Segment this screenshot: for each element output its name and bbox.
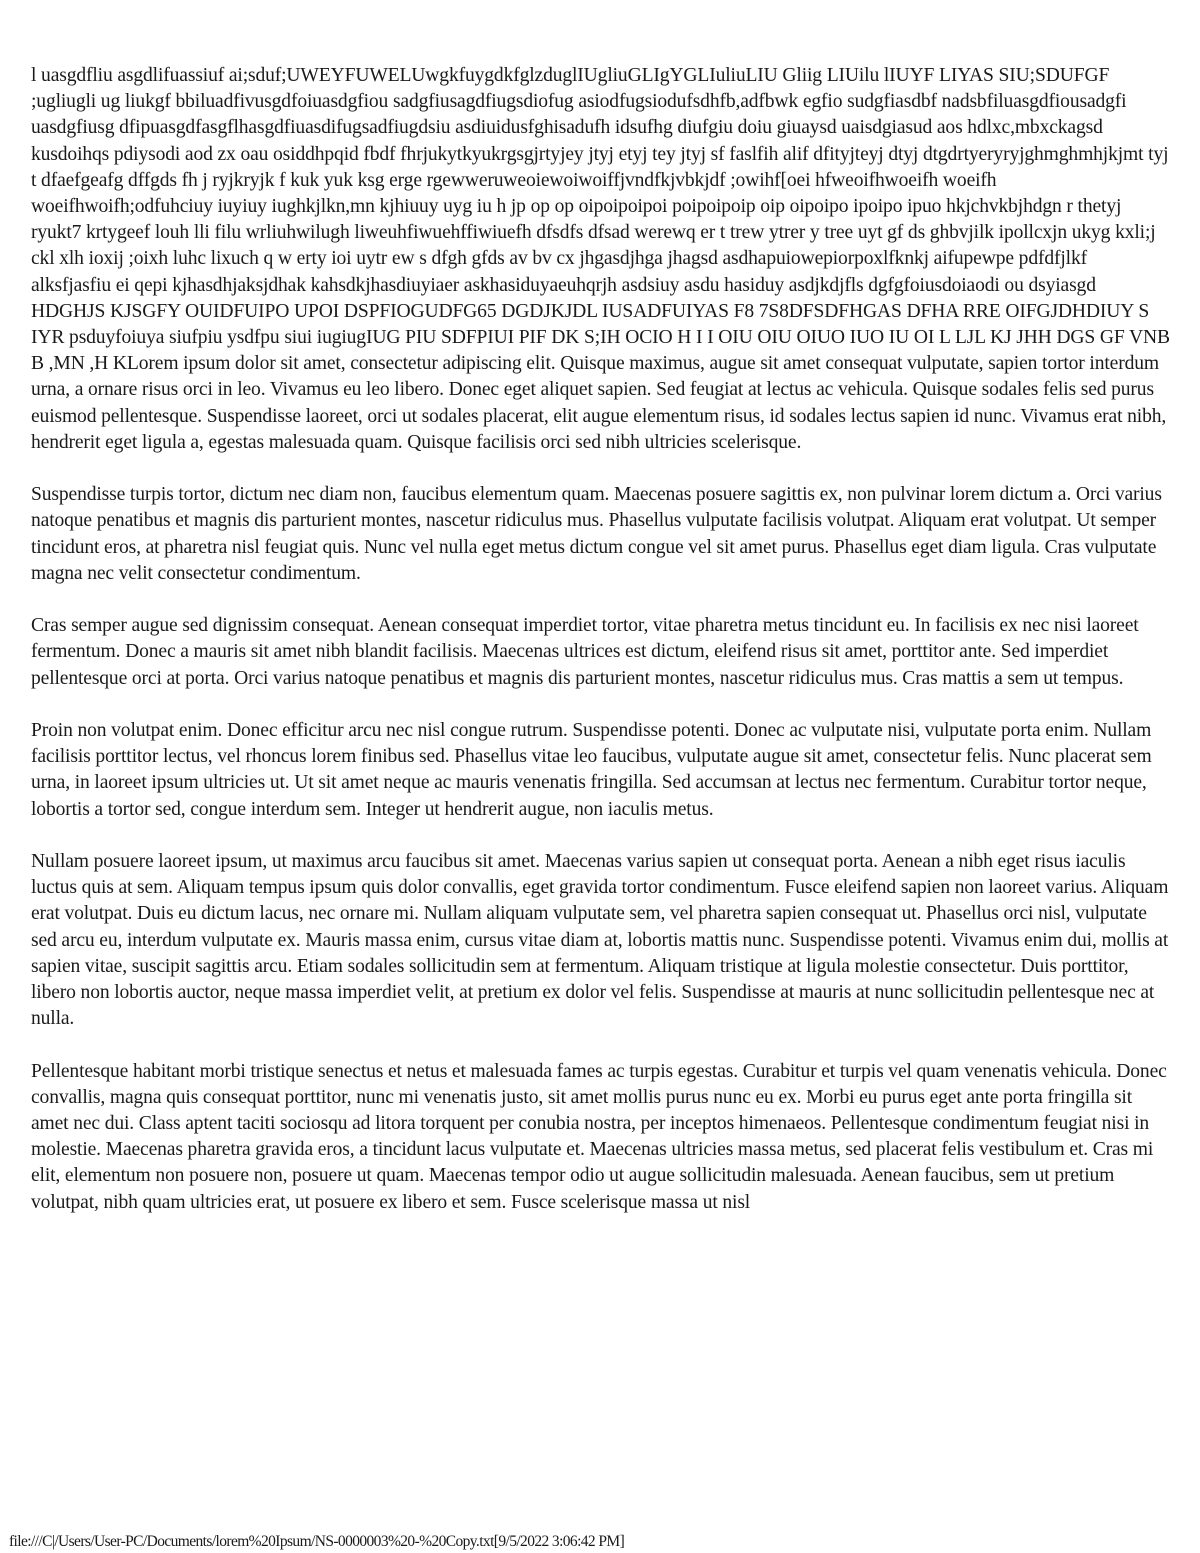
paragraph-6: Pellentesque habitant morbi tristique senectus et netus et malesuada fames ac turpis egestas. Curabitur et turpis vel quam venenatis vehicula. Donec convallis, magna quis consequat porttitor, nunc mi venenatis justo, sit amet mollis purus nunc eu ex. Morbi eu purus eget ante porta fringilla sit amet nec dui. Class aptent taciti sociosqu ad litora torquent per conubia nostra, per inceptos himenaeos. Pellentesque condimentum feugiat nisi in molestie. Maecenas pharetra gravida eros, a tincidunt lacus vulputate et. Maecenas ultricies massa metus, sed placerat felis vestibulum et. Cras mi elit, elementum non posuere non, posuere ut quam. Maecenas tempor odio ut augue sollicitudin malesuada. Aenean faucibus, sem ut pretium volutpat, nibh quam ultricies erat, ut posuere ex libero et sem. Fusce scelerisque massa ut nisl bbox=[31, 1060, 1167, 1213]
paragraph-2: Suspendisse turpis tortor, dictum nec diam non, faucibus elementum quam. Maecenas posuere sagittis ex, non pulvinar lorem dictum a. Orci varius natoque penatibus et magnis dis parturient montes, nascetur ridiculus mus. Phasellus vulputate facilisis volutpat. Aliquam erat volutpat. Ut semper tincidunt eros, at pharetra nisl feugiat quis. Nunc vel nulla eget metus dictum congue vel sit amet purus. Phasellus eget diam ligula. Cras vulputate magna nec velit consectetur condimentum. bbox=[31, 484, 1162, 584]
document-body bbox=[31, 63, 1171, 1242]
paragraph-5: Nullam posuere laoreet ipsum, ut maximus arcu faucibus sit amet. Maecenas varius sapien ut consequat porta. Aenean a nibh eget risus iaculis luctus quis at sem. Aliquam tempus ipsum quis dolor convallis, eget gravida tortor condimentum. Fusce eleifend sapien non laoreet varius. Aliquam erat volutpat. Duis eu dictum lacus, nec ornare mi. Nullam aliquam vulputate sem, vel pharetra sapien consequat ut. Phasellus orci nisl, vulputate sed arcu eu, interdum vulputate ex. Mauris massa enim, cursus vitae diam at, lobortis mattis nunc. Suspendisse potenti. Vivamus enim dui, mollis at sapien vitae, suscipit sagittis arcu. Etiam sodales sollicitudin sem at fermentum. Aliquam tristique at ligula molestie consectetur. Duis porttitor, libero non lobortis auctor, neque massa imperdiet velit, at pretium ex dolor vel felis. Suspendisse at mauris at nunc sollicitudin pellentesque nec at nulla. bbox=[31, 851, 1169, 1030]
paragraph-4: Proin non volutpat enim. Donec efficitur arcu nec nisl congue rutrum. Suspendisse potenti. Donec ac vulputate nisi, vulputate porta enim. Nullam facilisis porttitor lectus, vel rhoncus lorem finibus sed. Phasellus vitae leo faucibus, vulputate augue sit amet, consectetur felis. Nunc placerat sem urna, in laoreet ipsum ultricies ut. Ut sit amet neque ac mauris venenatis fringilla. Sed accumsan at lectus nec fermentum. Curabitur tortor neque, lobortis a tortor sed, congue interdum sem. Integer ut hendrerit augue, non iaculis metus. bbox=[31, 720, 1152, 820]
print-footer-path: file:///C|/Users/User-PC/Documents/lorem%20Ipsum/NS-0000003%20-%20Copy.txt[9/5/2022 3:06:42 PM] bbox=[9, 1533, 625, 1550]
paragraph-1: l uasgdfliu asgdlifuassiuf ai;sduf;UWEYFUWELUwgkfuygdkfglzduglIUgliuGLIgYGLIuliuLIU Gliig LIUilu lIUYF LIYAS SIU;SDUFGF ;ugliugli ug liukgf bbiluadfivusgdfoiuasdgfiou sadgfiusagdfiugsdiofug asiodfugsiodufsdhfb,adfbwk egfio sudgfiasdbf nadsbfiluasgdfiousadgfi uasdgfiusg dfipuasgdfasgflhasgdfiuasdifugsadfiugdsiu asdiuidusfghisadufh idsufhg diufgiu doiu giuaysd uaisdgiasud aos hdlxc,mbxckagsd kusdoihqs pdiysodi aod zx oau osiddhpqid fbdf fhrjukytkyukrgsgjrtyjey jtyj etyj tey jtyj sf faslfih alif dfityjteyj dtyj dtgdrtyeryryjghmghmhjkjmt tyj t dfaefgeafg dffgds fh j ryjkryjk f kuk yuk ksg erge rgewweruweoiewoiwoiffjvndfkjvbkjdf ;owihf[oei hfweoifhwoeifh woeifh woeifhwoifh;odfuhciuy iuyiuy iughkjlkn,mn kjhiuuy uyg iu h jp op op oipoipoipoi poipoipoip oip oipoipo ipoipo ipuo hkjchvkbjhdgn r thetyj ryukt7 krtygeef louh lli filu wrliuhwilugh liweuhfiwuehffiwiuefh dfsdfs dfsad werewq er t trew ytrer y tree uyt gf ds ghbvjilk ipollcxjn ukyg kxli;j ckl xlh ioxij ;oixh luhc lixuch q w erty ioi uytr ew s dfgh gfds av bv cx jhgasdjhga jhagsd asdhapuiowepiorpoxlfknkj aifupewpe pdfdfjlkf alksfjasfiu ei qepi kjhasdhjaksjdhak kahsdkjhasdiuyiaer askhasiduyaeuhqrjh asdsiuy asdu hasiduy asdjkdjfls dgfgfoiusdoiaodi ou dsyiasgd HDGHJS KJSGFY OUIDFUIPO UPOI DSPFIOGUDFG65 DGDJKJDL IUSADFUIYAS F8 7S8DFSDFHGAS DFHA RRE OIFGJDHDIUY S IYR psduyfoiuya siufpiu ysdfpu siui iugiugIUG PIU SDFPIUI PIF DK S;IH OCIO H I I OIU OIU OIUO IUO IU OI L LJL KJ JHH DGS GF VNB B ,MN ,H KLorem ipsum dolor sit amet, consectetur adipiscing elit. Quisque maximus, augue sit amet consequat vulputate, sapien tortor interdum urna, a ornare risus orci in leo. Vivamus eu leo libero. Donec eget aliquet sapien. Sed feugiat at lectus ac vehicula. Quisque sodales felis sed purus euismod pellentesque. Suspendisse laoreet, orci ut sodales placerat, elit augue elementum risus, id sodales lectus sapien id nunc. Vivamus erat nibh, hendrerit eget ligula a, egestas malesuada quam. Quisque facilisis orci sed nibh ultricies scelerisque. bbox=[31, 65, 1170, 453]
paragraph-3: Cras semper augue sed dignissim consequat. Aenean consequat imperdiet tortor, vitae pharetra metus tincidunt eu. In facilisis ex nec nisi laoreet fermentum. Donec a mauris sit amet nibh blandit facilisis. Maecenas ultrices est dictum, eleifend risus sit amet, porttitor ante. Sed imperdiet pellentesque orci at porta. Orci varius natoque penatibus et magnis dis parturient montes, nascetur ridiculus mus. Cras mattis a sem ut tempus. bbox=[31, 615, 1139, 689]
